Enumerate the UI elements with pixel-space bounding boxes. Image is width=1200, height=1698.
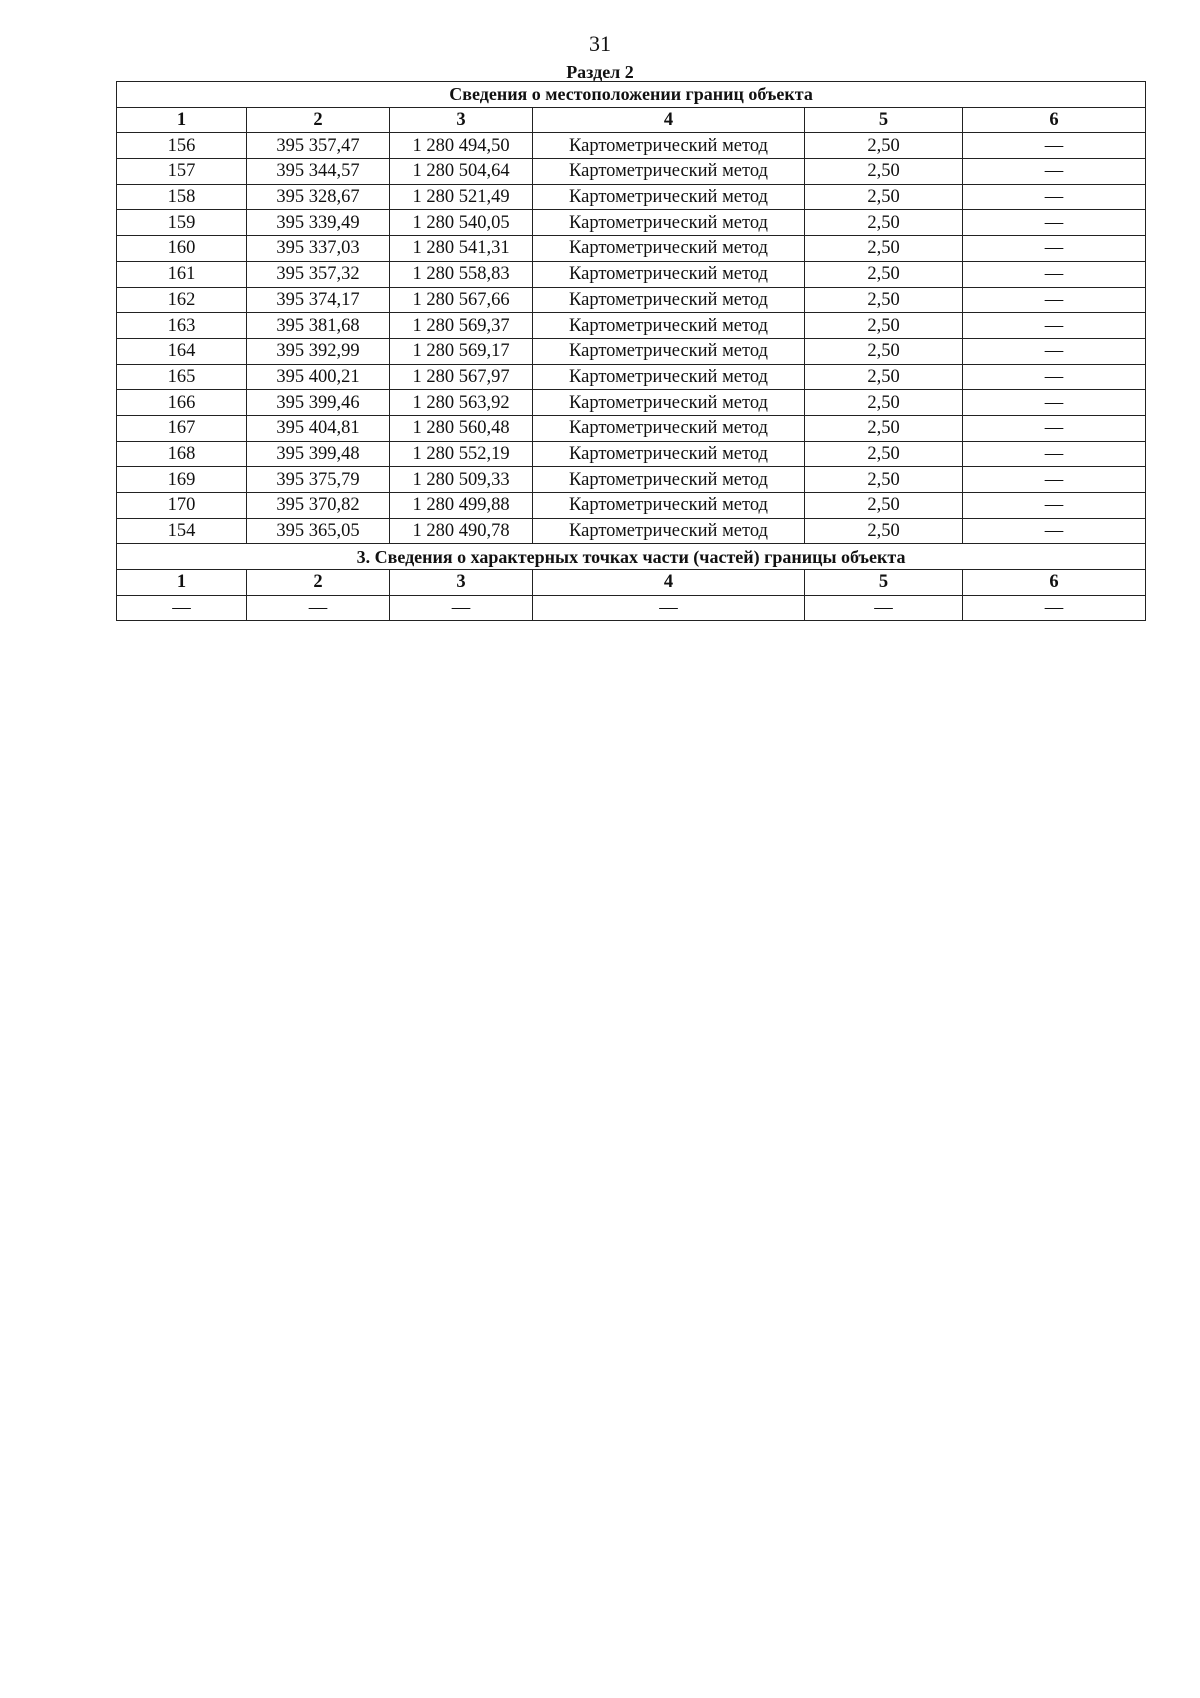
table-cell-col-2: 2 [247,107,390,133]
table-cell-col-1: 1 [117,570,247,596]
table-cell-col-1: 169 [117,467,247,493]
table-row [117,159,1146,185]
table-cell-col-5: 2,50 [805,287,963,313]
table-cell-col-3: 1 280 560,48 [390,415,533,441]
table-cell-col-1: 165 [117,364,247,390]
table-cell-col-4: Картометрический метод [533,338,805,364]
table-cell-col-2: 395 344,57 [247,159,390,185]
column-number-row [117,107,1146,133]
table-cell-col-2: 395 328,67 [247,184,390,210]
table-cell-col-2: 395 399,48 [247,441,390,467]
table-cell-col-1: 160 [117,236,247,262]
table-row [117,493,1146,519]
table-cell-col-6: — [963,133,1146,159]
table-cell-col-6: — [963,518,1146,544]
table-cell-col-1: 157 [117,159,247,185]
table-caption-row [117,82,1146,108]
table-cell-col-3: 1 280 558,83 [390,261,533,287]
table-cell-col-6: — [963,261,1146,287]
table-cell-col-6: — [963,338,1146,364]
table-cell-col-3: 1 280 567,66 [390,287,533,313]
table-cell-col-2: — [247,595,390,621]
table-row [117,390,1146,416]
table-cell-col-2: 395 404,81 [247,415,390,441]
table-cell-col-2: 395 365,05 [247,518,390,544]
table-cell-col-1: 163 [117,313,247,339]
table-row [117,236,1146,262]
table-cell-col-4: Картометрический метод [533,467,805,493]
table-cell-col-2: 395 374,17 [247,287,390,313]
table-row [117,184,1146,210]
table-cell-col-5: 2,50 [805,415,963,441]
table-cell-col-1: 1 [117,107,247,133]
table-cell-col-1: 162 [117,287,247,313]
table-cell-col-5: 2,50 [805,493,963,519]
table-row [117,287,1146,313]
table-row [117,518,1146,544]
table-cell-col-6: — [963,184,1146,210]
table-cell-col-6: — [963,313,1146,339]
table-cell-col-4: Картометрический метод [533,313,805,339]
table-cell-col-6: — [963,441,1146,467]
table-cell-col-5: 2,50 [805,518,963,544]
table-cell-col-4: — [533,595,805,621]
table-cell-col-4: Картометрический метод [533,261,805,287]
table-cell-col-3: 1 280 499,88 [390,493,533,519]
table-cell-col-2: 395 357,32 [247,261,390,287]
section3-column-number-row [117,570,1146,596]
table-cell-col-2: 395 375,79 [247,467,390,493]
table-cell-col-3: 3 [390,570,533,596]
table-cell-col-2: 395 370,82 [247,493,390,519]
table-cell-col-5: 2,50 [805,210,963,236]
table-cell-col-6: — [963,390,1146,416]
table-cell-col-2: 395 381,68 [247,313,390,339]
table-cell-col-2: 395 400,21 [247,364,390,390]
table-row [117,364,1146,390]
table-cell-col-6: — [963,159,1146,185]
table-cell-col-5: — [805,595,963,621]
table-cell-col-6: 6 [963,570,1146,596]
table-cell-col-4: Картометрический метод [533,518,805,544]
table-cell-col-3: — [390,595,533,621]
table-cell-col-1: 168 [117,441,247,467]
table-cell-col-6: — [963,236,1146,262]
table-cell-col-3: 1 280 509,33 [390,467,533,493]
table-row [117,441,1146,467]
table-cell-col-6: — [963,364,1146,390]
table-cell-col-5: 2,50 [805,467,963,493]
table-cell-col-1: 164 [117,338,247,364]
table-cell-col-3: 1 280 567,97 [390,364,533,390]
table-cell-col-1: 166 [117,390,247,416]
table-row [117,261,1146,287]
table-cell-col-4: 4 [533,107,805,133]
section3-caption-row [117,544,1146,570]
table-cell-col-5: 2,50 [805,159,963,185]
table-cell-col-3: 3 [390,107,533,133]
table-cell-col-4: Картометрический метод [533,184,805,210]
table-cell-col-5: 2,50 [805,313,963,339]
table-cell-col-1: 161 [117,261,247,287]
table-cell-col-5: 5 [805,570,963,596]
table-cell-col-4: Картометрический метод [533,133,805,159]
table-cell-col-4: Картометрический метод [533,390,805,416]
section3-caption: 3. Сведения о характерных точках части (частей) границы объекта [117,544,1146,570]
boundary-table [116,81,1146,621]
table-cell-col-5: 2,50 [805,236,963,262]
table-cell-col-4: Картометрический метод [533,210,805,236]
table-cell-col-5: 2,50 [805,184,963,210]
table-row [117,467,1146,493]
table-cell-col-4: 4 [533,570,805,596]
table-cell-col-4: Картометрический метод [533,493,805,519]
table-cell-col-1: — [117,595,247,621]
table-cell-col-2: 395 337,03 [247,236,390,262]
table-cell-col-4: Картометрический метод [533,364,805,390]
table-cell-col-3: 1 280 541,31 [390,236,533,262]
table-cell-col-1: 170 [117,493,247,519]
table-cell-col-3: 1 280 504,64 [390,159,533,185]
table-cell-col-5: 2,50 [805,364,963,390]
table-cell-col-3: 1 280 563,92 [390,390,533,416]
table-cell-col-3: 1 280 540,05 [390,210,533,236]
table-cell-col-5: 2,50 [805,338,963,364]
table-cell-col-1: 158 [117,184,247,210]
section-title: Раздел 2 [566,62,634,82]
table-cell-col-1: 167 [117,415,247,441]
table-cell-col-6: — [963,210,1146,236]
table-cell-col-2: 395 339,49 [247,210,390,236]
table-row [117,415,1146,441]
table-cell-col-3: 1 280 552,19 [390,441,533,467]
table-cell-col-6: — [963,287,1146,313]
table-row [117,210,1146,236]
table-cell-col-3: 1 280 569,37 [390,313,533,339]
section3-table-row [117,595,1146,621]
table-cell-col-5: 2,50 [805,441,963,467]
table-cell-col-6: — [963,467,1146,493]
table-cell-col-5: 5 [805,107,963,133]
table-cell-col-5: 2,50 [805,261,963,287]
table-cell-col-1: 154 [117,518,247,544]
table-cell-col-2: 395 357,47 [247,133,390,159]
page-number: 31 [589,31,611,56]
table-cell-col-2: 395 392,99 [247,338,390,364]
table-cell-col-5: 2,50 [805,390,963,416]
boundary-table-body [117,82,1146,621]
table-row [117,338,1146,364]
table-cell-col-4: Картометрический метод [533,159,805,185]
table-cell-col-1: 156 [117,133,247,159]
table-cell-col-6: — [963,595,1146,621]
table-cell-col-4: Картометрический метод [533,415,805,441]
table-cell-col-4: Картометрический метод [533,236,805,262]
table-cell-col-2: 395 399,46 [247,390,390,416]
table-cell-col-6: — [963,493,1146,519]
table-cell-col-3: 1 280 494,50 [390,133,533,159]
table-cell-col-5: 2,50 [805,133,963,159]
table-cell-col-3: 1 280 521,49 [390,184,533,210]
table-cell-col-2: 2 [247,570,390,596]
table-cell-col-3: 1 280 490,78 [390,518,533,544]
table-cell-col-1: 159 [117,210,247,236]
table-cell-col-4: Картометрический метод [533,441,805,467]
table-row [117,133,1146,159]
table-cell-col-6: — [963,415,1146,441]
table-cell-col-6: 6 [963,107,1146,133]
table-cell-col-3: 1 280 569,17 [390,338,533,364]
table-cell-col-4: Картометрический метод [533,287,805,313]
table-caption: Сведения о местоположении границ объекта [117,82,1146,108]
table-row [117,313,1146,339]
